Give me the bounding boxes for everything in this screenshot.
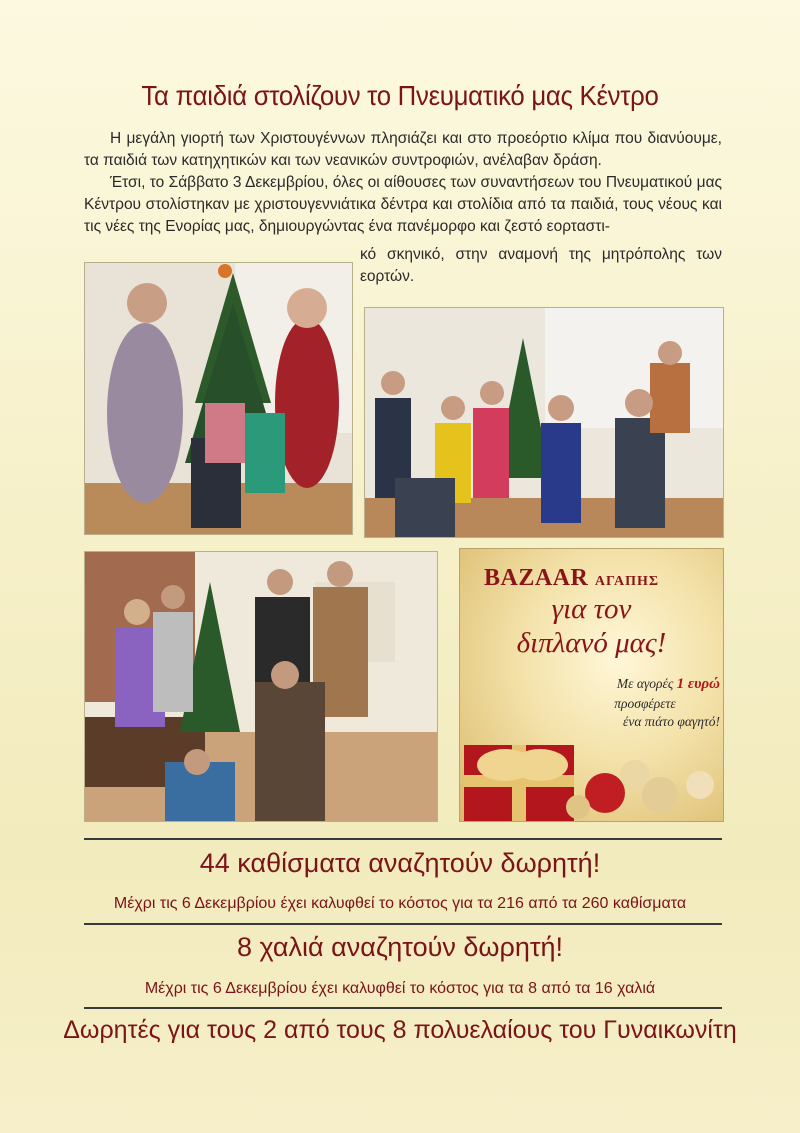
chandeliers-appeal: Δωρητές για τους 2 από τους 8 πολυελαίους του Γυναικωνίτη bbox=[63, 1016, 737, 1044]
bazaar-heading bbox=[484, 565, 659, 592]
bazaar-offer-prefix: Με αγορές bbox=[616, 676, 674, 691]
bazaar-word: BAZAAR bbox=[484, 565, 589, 591]
photo-kids-group-tree bbox=[364, 307, 724, 538]
article-paragraph-2: Έτσι, το Σάββατο 3 Δεκεμβρίου, όλες οι αίθουσες των συναντήσεων του Πνευματικού μας Κέντρου στολίστηκαν με χριστουγεννιάτικα δέντρα και στολίδια από τα παιδιά, τους νέους και τις νέες της Ενορίας μας, δημιουργώντας ένα πανέμορφο και ζεστό εορταστι- bbox=[84, 174, 722, 235]
article-body bbox=[84, 128, 722, 238]
bazaar-offer-amount: 1 ευρώ bbox=[676, 676, 720, 692]
seats-appeal-note: Μέχρι τις 6 Δεκεμβρίου έχει καλυφθεί το κόστος για τα 216 από τα 260 καθίσματα bbox=[113, 895, 687, 912]
bazaar-offer bbox=[550, 675, 720, 693]
carpets-appeal-title: 8 χαλιά αναζητούν δωρητή! bbox=[236, 932, 564, 962]
divider-3 bbox=[84, 1007, 722, 1009]
bazaar-line-1: για τον bbox=[551, 593, 632, 625]
article-paragraph-1: Η μεγάλη γιορτή των Χριστουγέννων πλησιάζει και στο προεόρτιο κλίμα που διανύουμε, τα παιδιά των κατηχητικών και των νεανικών συντροφιών, ανέλαβαν δράση. bbox=[84, 130, 722, 169]
article-paragraph-2-tail: κό σκηνικό, στην αναμονή της μητρόπολης των εορτών. bbox=[360, 246, 722, 285]
photo-teens-tree bbox=[84, 551, 438, 822]
bazaar-offer-line-3: ένα πιάτο φαγητό! bbox=[623, 714, 720, 729]
photo-women-children-tree bbox=[84, 262, 353, 535]
bazaar-agapis: ΑΓΑΠΗΣ bbox=[594, 574, 660, 589]
bazaar-ad bbox=[459, 548, 724, 822]
seats-appeal-title: 44 καθίσματα αναζητούν δωρητή! bbox=[199, 848, 601, 878]
bazaar-line-2: διπλανό μας! bbox=[516, 627, 667, 659]
divider-2 bbox=[84, 923, 722, 925]
page-title: Τα παιδιά στολίζουν το Πνευματικό μας Κέντρο bbox=[141, 80, 659, 111]
carpets-appeal-note: Μέχρι τις 6 Δεκεμβρίου έχει καλυφθεί το κόστος για τα 8 από τα 16 χαλιά bbox=[144, 980, 656, 997]
divider-1 bbox=[84, 838, 722, 840]
gift-ornaments-illustration bbox=[460, 735, 723, 821]
bazaar-offer-line-2: προσφέρετε bbox=[614, 696, 676, 711]
